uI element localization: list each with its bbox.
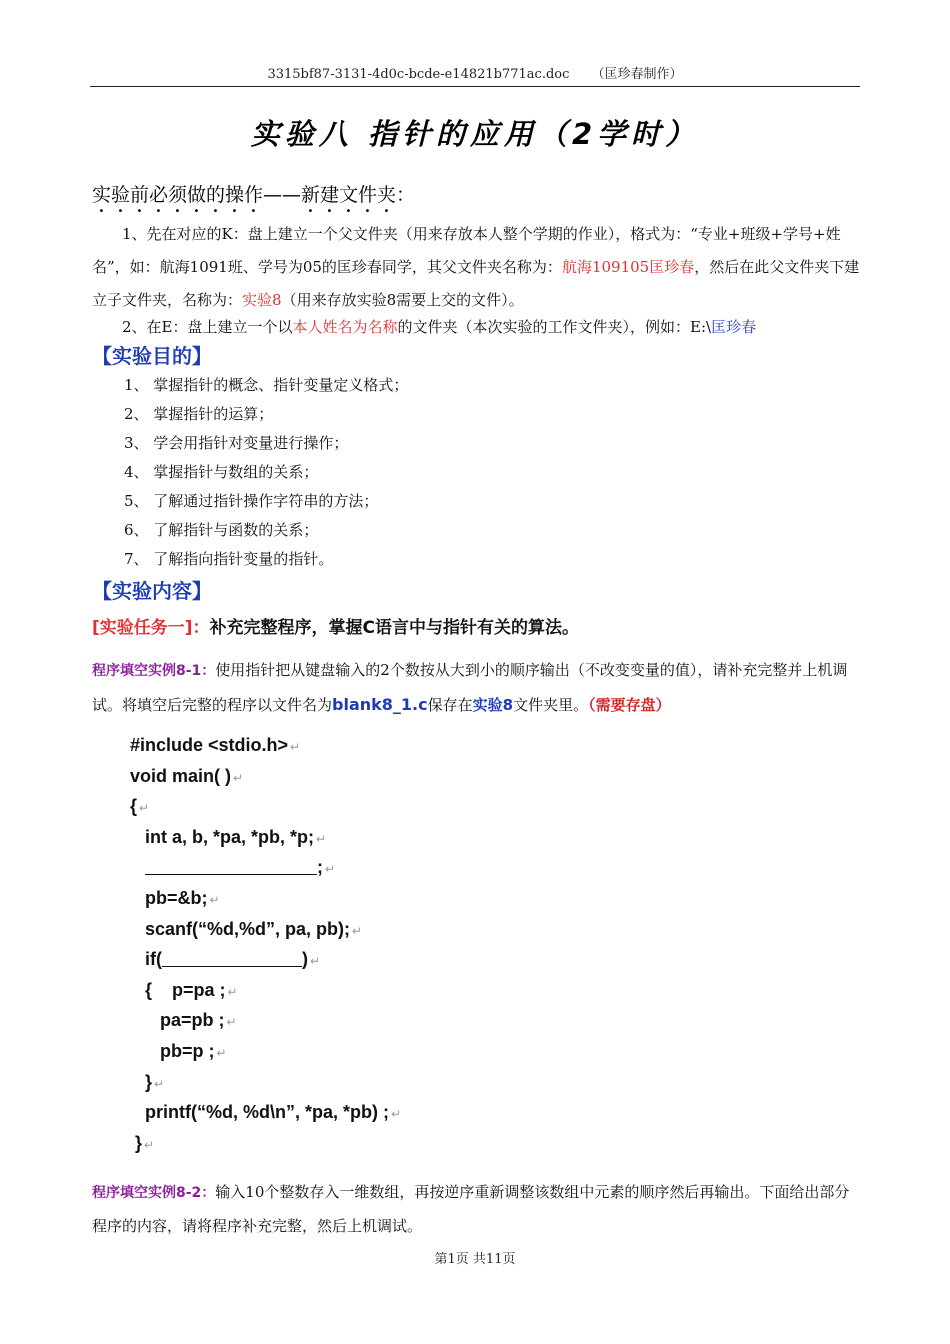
example-text-a: 使用指针把从键盘输入的2个数按从大到小的顺序输出（不改变变量的值），请补充完整并上机调试。将填空后完整的程序以文件名为 [92, 661, 848, 714]
example-folder: 实验8 [472, 696, 514, 714]
return-mark-icon: ↵ [390, 1107, 402, 1122]
save-note: （需要存盘） [588, 696, 671, 714]
prep-paragraph-1 [92, 218, 860, 317]
code-line: scanf(“%d,%d”, pa, pb); ↵ [130, 918, 363, 939]
example-8-2 [92, 1176, 862, 1243]
code-line: printf(“%d, %d\n”, *pa, *pb) ; ↵ [130, 1102, 402, 1123]
return-mark-icon: ↵ [233, 770, 244, 785]
list-item: 2、 掌握指针的运算； [124, 405, 274, 423]
parent-folder-example: 航海109105匡珍春 [561, 258, 695, 276]
return-mark-icon: ↵ [290, 740, 301, 754]
prep-p2-text-a: 2、在E：盘上建立一个以 [122, 318, 293, 336]
folder-example-name: 匡珍春 [711, 318, 757, 336]
prep-p1-text-a: 1、先在对应的K：盘上建立一个父文件夹（用来存放本人整个学期的作业），格式为：“专业+班级+学号+姓名”，如：航海1091班、学号为05的匡珍春同学，其父文件夹名称为： [92, 225, 841, 276]
code-line: { p=pa ; ↵ [130, 979, 238, 1000]
list-item: 7、 了解指向指针变量的指针。 [124, 550, 334, 568]
code-line: } ↵ [130, 1071, 165, 1092]
return-mark-icon: ↵ [139, 801, 150, 816]
code-line: pb=&b; ↵ [130, 887, 220, 908]
prep-heading: 实验前必须做的操作——新建文件夹： [92, 184, 416, 206]
code-line: if( ) ↵ [130, 949, 321, 970]
return-mark-icon: ↵ [310, 954, 321, 969]
return-mark-icon: ↵ [154, 1076, 165, 1091]
code-line: pb=p ; ↵ [130, 1040, 227, 1061]
list-item: 6、 了解指针与函数的关系； [124, 521, 319, 539]
content-heading: 【实验内容】 [92, 579, 212, 603]
example-label: 程序填空实例8-1： [92, 663, 216, 679]
code-line: #include <stdio.h> ↵ [130, 735, 301, 755]
return-mark-icon: ↵ [226, 1015, 237, 1030]
code-block [130, 730, 401, 1158]
goals-heading: 【实验目的】 [92, 344, 212, 368]
list-item: 3、 学会用指针对变量进行操作； [124, 434, 349, 452]
task-text: 补充完整程序，掌握C语言中与指针有关的算法。 [209, 618, 580, 638]
return-mark-icon: ↵ [352, 923, 363, 938]
header-filename: 3315bf87-3131-4d0c-bcde-e14821b771ac.doc [267, 67, 570, 82]
prep-p2-text-b: 的文件夹（本次实验的工作文件夹），例如：E:\ [397, 318, 712, 336]
code-line: pa=pb ; ↵ [130, 1010, 237, 1031]
page-header [90, 66, 860, 87]
code-line: void main( ) ↵ [130, 765, 244, 786]
return-mark-icon: ↵ [316, 831, 327, 846]
return-mark-icon: ↵ [144, 1137, 155, 1152]
example-label: 程序填空实例8-2： [92, 1185, 216, 1201]
list-item: 4、 掌握指针与数组的关系； [124, 463, 319, 481]
example-8-1 [92, 654, 862, 722]
prep-p1-text-b: ，然后在此父文件夹下建立子文件夹，名称为： [92, 258, 860, 309]
task-tag: [实验任务一]： [92, 618, 210, 638]
return-mark-icon: ↵ [209, 892, 220, 907]
code-line: int a, b, *pa, *pb, *p; ↵ [130, 826, 327, 847]
example-text-c: 文件夹里。 [513, 696, 589, 714]
page-footer: 第1页 共11页 [434, 1252, 516, 1267]
example-text: 输入10个整数存入一维数组，再按逆序重新调整该数组中元素的顺序然后再输出。下面给出部分程序的内容，请将程序补充完整，然后上机调试。 [92, 1183, 850, 1235]
fill-in-blank [145, 856, 317, 875]
example-filename: blank8_1.c [332, 695, 428, 714]
list-item: 5、 了解通过指针操作字符串的方法； [124, 492, 379, 510]
code-line: ; ↵ [130, 852, 401, 883]
list-item: 1、 掌握指针的概念、指针变量定义格式； [124, 376, 409, 394]
header-author: （匡珍春制作） [591, 67, 683, 82]
subfolder-name: 实验8 [242, 291, 282, 309]
folder-name-rule: 本人姓名为名称 [292, 318, 398, 336]
page-title: 实验八 指针的应用（2学时） [250, 117, 700, 151]
code-line: } ↵ [130, 1132, 155, 1153]
return-mark-icon: ↵ [216, 1045, 227, 1060]
code-line: { ↵ [130, 796, 150, 817]
example-text-b: 保存在 [427, 696, 473, 714]
return-mark-icon: ↵ [227, 984, 238, 999]
prep-p1-text-c: （用来存放实验8需要上交的文件）。 [281, 291, 524, 309]
return-mark-icon: ↵ [325, 862, 336, 877]
task-one [92, 613, 579, 638]
goals-list [124, 371, 408, 574]
fill-in-blank [162, 948, 302, 967]
